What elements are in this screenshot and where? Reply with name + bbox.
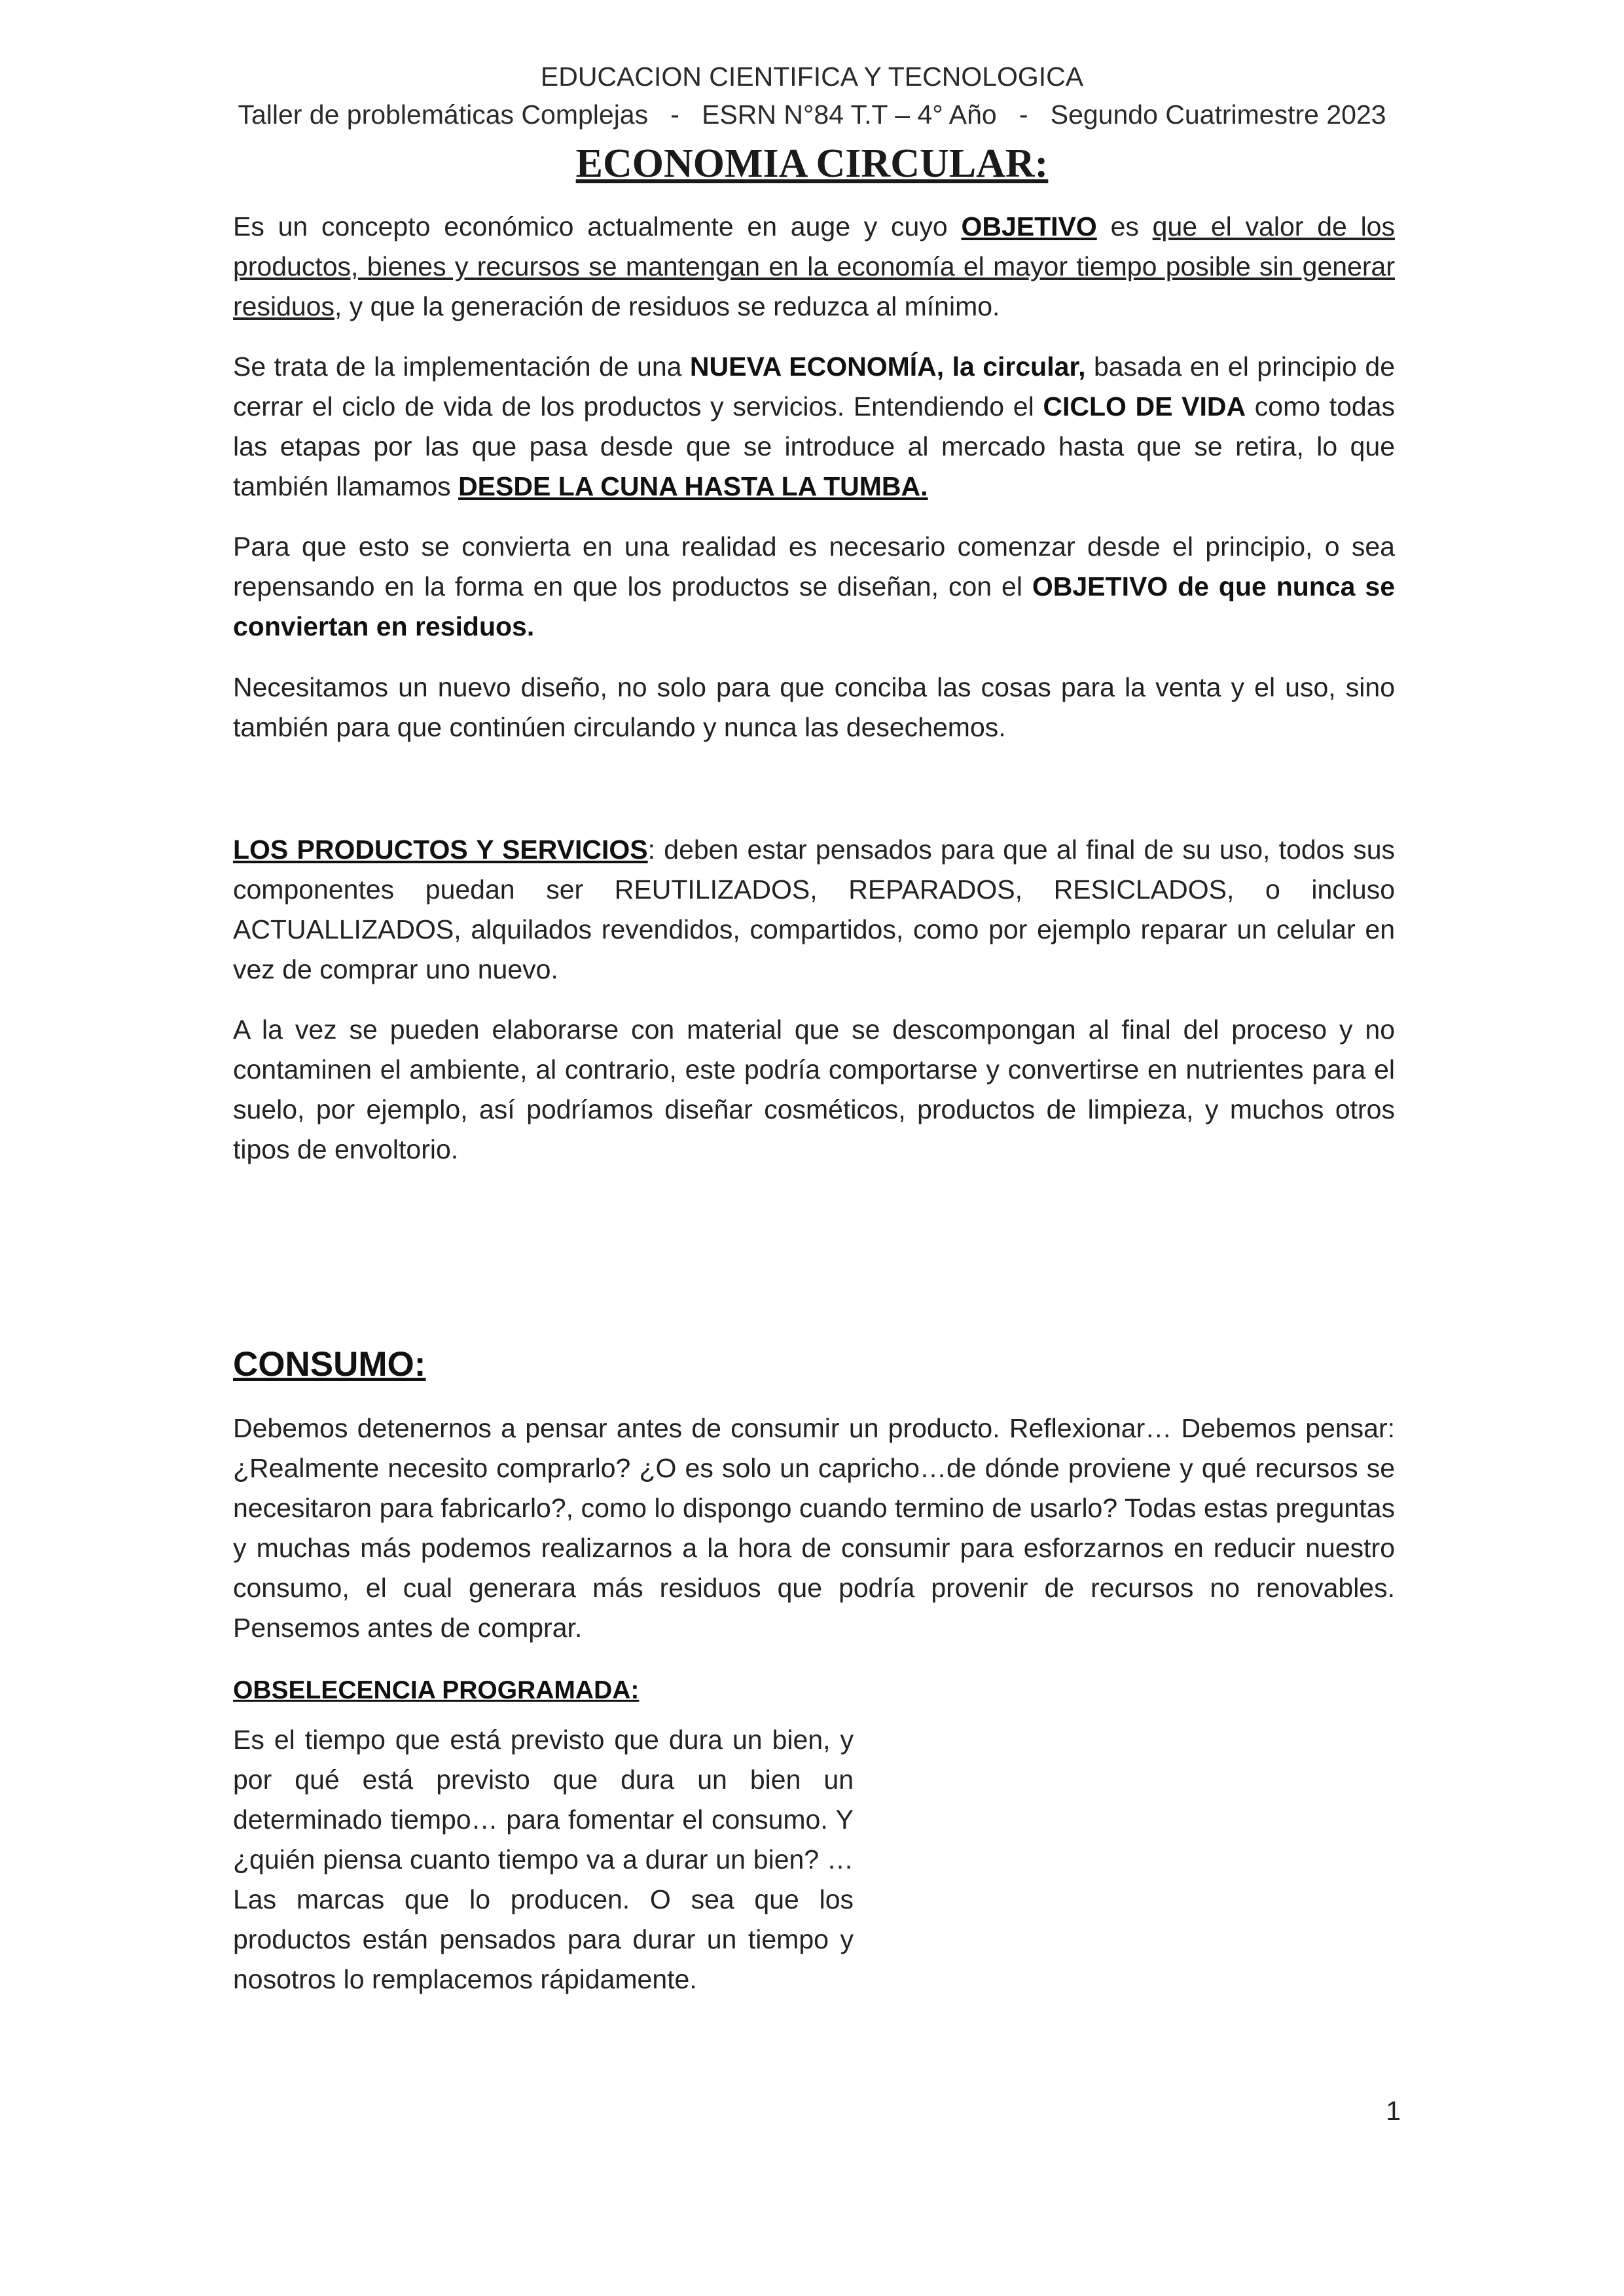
paragraph-new-design: Necesitamos un nuevo diseño, no solo para que conciba las cosas para la venta y el uso, sino también para que continúen circulando y nunca las desechemos.: [233, 672, 1395, 742]
paragraph-redesign: [233, 527, 1395, 647]
header-institution: EDUCACION CIENTIFICA Y TECNOLOGICA: [540, 62, 1084, 92]
page-title: ECONOMIA CIRCULAR:: [575, 141, 1049, 186]
keyword-productos-servicios: LOS PRODUCTOS Y SERVICIOS: [233, 834, 648, 865]
underlined-objective: que el valor de los productos, bienes y recursos se mantengan en la economía el mayor tiempo posible sin generar residuos: [233, 211, 1395, 321]
paragraph-products-services: [233, 830, 1395, 990]
subsection-heading-obsolescencia: OBSELECENCIA PROGRAMADA:: [233, 1676, 640, 1704]
paragraph-text: como todas las etapas por las que pasa desde que se introduce al mercado hasta que se retira, lo que también llamamos: [233, 391, 1395, 501]
header-course-info: Taller de problemáticas Complejas - ESRN N°84 T.T – 4° Año - Segundo Cuatrimestre 2023: [238, 99, 1386, 130]
section-heading-consumo: CONSUMO:: [233, 1345, 426, 1384]
paragraph-materials: A la vez se pueden elaborarse con material que se descompongan al final del proceso y no contaminen el ambiente, al contrario, este podría comportarse y convertirse en nutrientes para el suelo, por ejemplo, así podríamos diseñar cosméticos, productos de limpieza, y muchos otros tipos de envoltorio.: [233, 1014, 1395, 1164]
keyword-cuna-tumba: DESDE LA CUNA HASTA LA TUMBA.: [458, 471, 928, 501]
keyword-objetivo: OBJETIVO: [961, 211, 1097, 242]
keyword-ciclo-de-vida: CICLO DE VIDA: [1043, 391, 1246, 422]
keyword-objetivo-residuos: OBJETIVO de que nunca se conviertan en residuos.: [233, 571, 1396, 641]
paragraph-text: es: [1096, 211, 1153, 242]
paragraph-definition: [233, 207, 1395, 327]
paragraph-consumo: Debemos detenernos a pensar antes de consumir un producto. Reflexionar… Debemos pensar: ¿Realmente necesito comprarlo? ¿O es solo un capricho…de dónde proviene y qué recursos se necesitaron para fabricarlo?, como lo dispongo cuando termino de usarlo? Todas estas preguntas y muchas más podemos realizarnos a la hora de consumir para esforzarnos en reducir nuestro consumo, el cual generara más residuos que podría provenir de recursos no renovables. Pensemos antes de comprar.: [233, 1413, 1395, 1643]
paragraph-text: Es un concepto económico actualmente en auge y cuyo: [233, 211, 962, 242]
page-number: 1: [1386, 2096, 1401, 2126]
paragraph-new-economy: [233, 347, 1395, 507]
keyword-nueva-economia: NUEVA ECONOMÍA, la circular,: [689, 351, 1086, 382]
paragraph-text: , y que la generación de residuos se reduzca al mínimo.: [334, 291, 1000, 321]
paragraph-text: Para que esto se convierta en una realidad es necesario comenzar desde el principio, o sea repensando en la forma en que los productos se diseñan, con el: [233, 531, 1395, 601]
paragraph-text: Se trata de la implementación de una: [233, 351, 690, 382]
paragraph-obsolescencia: Es el tiempo que está previsto que dura un bien, y por qué está previsto que dura un bien un determinado tiempo… para fomentar el consumo. Y ¿quién piensa cuanto tiempo va a durar un bien? …Las marcas que lo producen. O sea que los productos están pensados para durar un tiempo y nosotros lo remplacemos rápidamente.: [233, 1725, 854, 1994]
paragraph-text: : deben estar pensados para que al final de su uso, todos sus componentes puedan ser REUTILIZADOS, REPARADOS, RESICLADOS, o incluso ACTUALLIZADOS, alquilados revendidos, compartidos, como por ejemplo reparar un celular en vez de comprar uno nuevo.: [233, 834, 1396, 984]
paragraph-text: basada en el principio de cerrar el ciclo de vida de los productos y servicios. Entendiendo el: [233, 351, 1395, 422]
